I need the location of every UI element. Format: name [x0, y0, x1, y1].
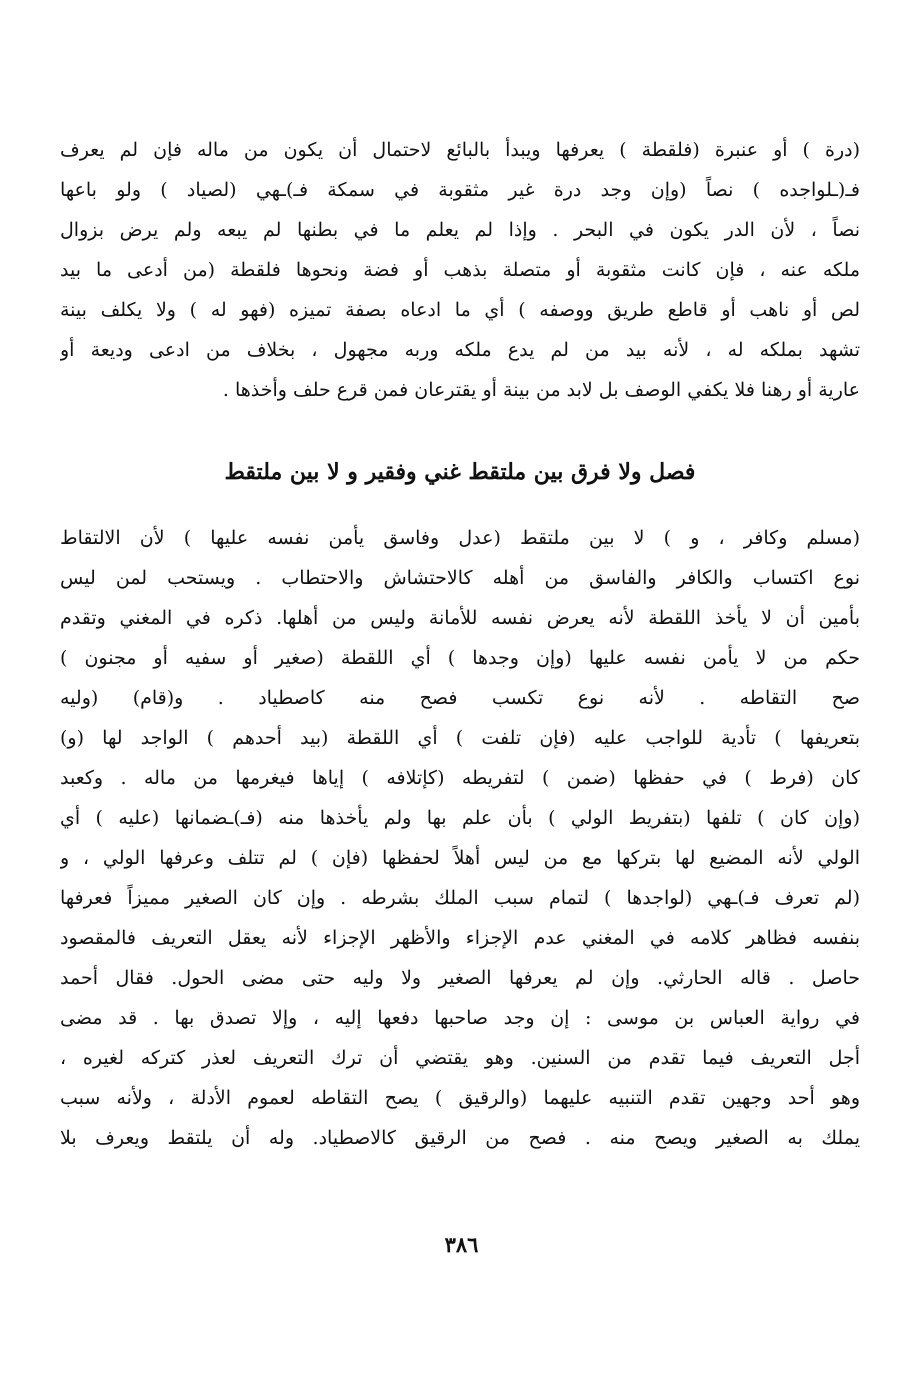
text-line: لص أو ناهب أو قاطع طريق ووصفه ) أي ما ادعاه بصفة تميزه (فهو له ) ولا يكلف بينة — [60, 299, 860, 321]
text-line: (درة ) أو عنبرة (فلقطة ) يعرفها ويبدأ بالبائع لاحتمال أن يكون من ماله فإن لم يعرف — [60, 139, 860, 161]
section-heading: فصل ولا فرق بين ملتقط غني وفقير و لا بين ملتقط — [224, 459, 696, 485]
text-line: كان (فرط ) في حفظها (ضمن ) لتفريطه (كإتلافه ) إياها فيغرمها من ماله . وكعبد — [60, 767, 860, 789]
text-line: بتعريفها ) تأدية للواجب عليه (فإن تلفت ) أي اللقطة (بيد أحدهم ) الواجد لها (و) — [60, 727, 860, 749]
text-line: الولي لأنه المضيع لها بتركها مع من ليس أهلاً لحفظها (فإن ) لم تتلف وعرفها الولي ، و — [60, 847, 860, 869]
text-line: صح التقاطه . لأنه نوع تكسب فصح منه كاصطياد . و(قام) (وليه — [60, 687, 860, 709]
text-line: (وإن كان ) تلفها (بتفريط الولي ) بأن علم بها ولم يأخذها منه (فـ)ـضمانها (عليه ) أي — [60, 807, 860, 829]
text-line: وهو أحد وجهين تقدم التنبيه عليهما (والرقيق ) يصح التقاطه لعموم الأدلة ، ولأنه سبب — [60, 1087, 860, 1109]
text-line: نصاً ، لأن الدر يكون في البحر . وإذا لم يعلم ما في بطنها لم يبعه ولم يرض بزوال — [60, 219, 860, 241]
paragraph-1 — [60, 130, 860, 410]
page-number: ٣٨٦ — [444, 1232, 479, 1257]
text-line: ملكه عنه ، فإن كانت مثقوبة أو متصلة بذهب أو فضة ونحوها فلقطة (من أدعى ما بيد — [60, 259, 860, 281]
text-line: في رواية العباس بن موسى : إن وجد صاحبها دفعها إليه ، وإلا تصدق بها . قد مضى — [60, 1007, 860, 1029]
text-line: حكم من لا يأمن نفسه عليها (وإن وجدها ) أي اللقطة (صغير أو سفيه أو مجنون ) — [60, 647, 860, 669]
text-line: فـ(ـلواجده ) نصاً (وإن وجد درة غير مثقوبة في سمكة فـ)ـهي (لصياد ) ولو باعها — [60, 179, 860, 201]
text-line: نوع اكتساب والكافر والفاسق من أهله كالاحتشاش والاحتطاب . ويستحب لمن ليس — [60, 567, 860, 589]
text-line: بنفسه فظاهر كلامه في المغني عدم الإجزاء والأظهر الإجزاء لأنه يعقل التعريف فالمقصود — [60, 927, 860, 949]
page-body — [60, 130, 860, 1158]
text-line: يملك به الصغير ويصح منه . فصح من الرقيق كالاصطياد. وله أن يلتقط ويعرف بلا — [60, 1127, 860, 1149]
paragraph-2 — [60, 518, 860, 1158]
text-line: حاصل . قاله الحارثي. وإن لم يعرفها الصغير ولا وليه حتى مضى الحول. فقال أحمد — [60, 967, 860, 989]
text-line: عارية أو رهنا فلا يكفي الوصف بل لابد من بينة أو يقترعان فمن قرع حلف وأخذها . — [222, 379, 860, 401]
text-line: (مسلم وكافر ، و ) لا بين ملتقط (عدل وفاسق يأمن نفسه عليها ) لأن الالتقاط — [60, 527, 860, 549]
text-line: (لم تعرف فـ)ـهي (لواجدها ) لتمام سبب الملك بشرطه . وإن كان الصغير مميزاً فعرفها — [60, 887, 860, 909]
text-line: بأمين أن لا يأخذ اللقطة لأنه يعرض نفسه للأمانة وليس من أهلها. ذكره في المغني وتقدم — [60, 607, 860, 629]
text-line: أجل التعريف فيما تقدم من السنين. وهو يقتضي أن ترك التعريف لعذر كتركه لغيره ، — [60, 1047, 860, 1069]
text-line: تشهد بملكه له ، لأنه بيد من لم يدع ملكه وربه مجهول ، بخلاف من ادعى وديعة أو — [60, 339, 860, 361]
